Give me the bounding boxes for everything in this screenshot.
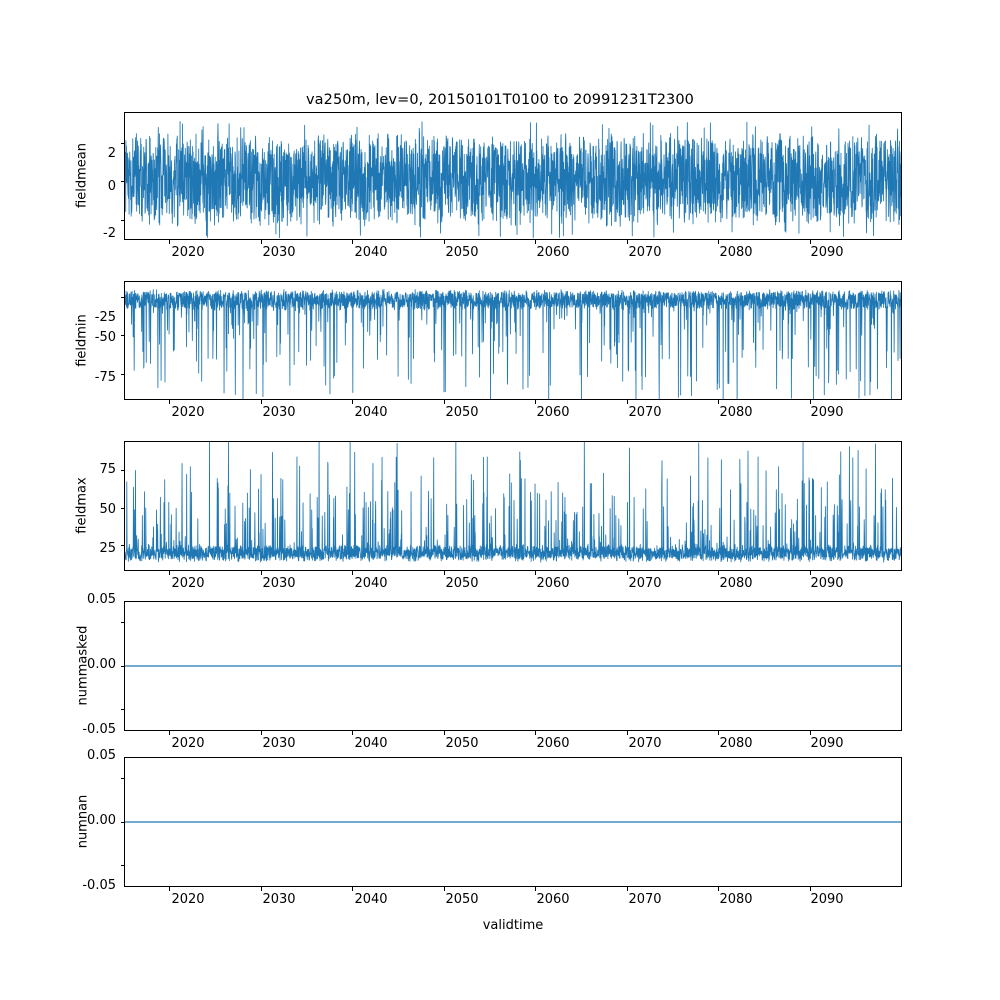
- xtick-p5-2020: 2020: [171, 892, 205, 907]
- xtick-p5-2090: 2090: [810, 892, 844, 907]
- x-tickmark: [810, 240, 811, 244]
- fieldmax-plot-area: [125, 442, 901, 570]
- y-tickmark: [121, 709, 125, 710]
- x-tickmark: [444, 240, 445, 244]
- x-tickmark: [261, 240, 262, 244]
- x-tickmark: [627, 887, 628, 891]
- xtick-p5-2060: 2060: [536, 892, 570, 907]
- ylabel-nummasked: nummasked: [75, 625, 91, 706]
- xtick-p3-2080: 2080: [719, 576, 753, 591]
- x-tickmark: [627, 240, 628, 244]
- xtick-p3-2070: 2070: [628, 576, 662, 591]
- y-tickmark: [121, 335, 125, 336]
- xtick-p1-2040: 2040: [354, 245, 388, 260]
- xtick-p3-2040: 2040: [354, 576, 388, 591]
- ytick-fieldmax-1: 50: [99, 502, 116, 517]
- x-tickmark: [444, 887, 445, 891]
- x-tickmark: [169, 571, 170, 575]
- y-tickmark: [121, 865, 125, 866]
- xtick-p4-2060: 2060: [536, 736, 570, 751]
- xtick-p1-2060: 2060: [536, 245, 570, 260]
- xtick-p2-2070: 2070: [628, 405, 662, 420]
- y-tickmark: [121, 622, 125, 623]
- ylabel-fieldmin: fieldmin: [74, 314, 90, 367]
- x-tickmark: [718, 887, 719, 891]
- y-tickmark: [121, 143, 125, 144]
- xtick-p2-2080: 2080: [719, 405, 753, 420]
- xlabel-validtime: validtime: [482, 918, 544, 933]
- ylabel-fieldmax: fieldmax: [74, 477, 90, 534]
- ytick-fieldmin-2: -25: [94, 310, 116, 325]
- ytick-numnan-2: 0.05: [87, 748, 116, 763]
- ytick-fieldmean-0: -2: [103, 226, 116, 241]
- y-tickmark: [121, 545, 125, 546]
- x-tickmark: [169, 887, 170, 891]
- x-tickmark: [169, 240, 170, 244]
- y-tickmark: [121, 470, 125, 471]
- xtick-p4-2090: 2090: [810, 736, 844, 751]
- y-tickmark: [121, 220, 125, 221]
- page-title: va250m, lev=0, 20150101T0100 to 20991231T2300: [305, 92, 694, 108]
- x-tickmark: [810, 731, 811, 735]
- nummasked-plot-area: [125, 602, 901, 730]
- chart-panel-nummasked: [124, 601, 902, 731]
- y-tickmark: [121, 822, 125, 823]
- x-tickmark: [444, 400, 445, 404]
- x-tickmark: [810, 887, 811, 891]
- x-tickmark: [352, 240, 353, 244]
- x-tickmark: [535, 731, 536, 735]
- chart-panel-fieldmean: [124, 112, 902, 240]
- x-tickmark: [444, 731, 445, 735]
- x-tickmark: [535, 400, 536, 404]
- xtick-p2-2050: 2050: [445, 405, 479, 420]
- x-tickmark: [352, 400, 353, 404]
- xtick-p4-2030: 2030: [262, 736, 296, 751]
- x-tickmark: [810, 571, 811, 575]
- x-tickmark: [352, 887, 353, 891]
- xtick-p1-2090: 2090: [810, 245, 844, 260]
- ylabel-fieldmean: fieldmean: [74, 143, 90, 208]
- ytick-numnan-0: -0.05: [82, 878, 116, 893]
- ytick-fieldmean-1: 0: [107, 179, 116, 194]
- x-tickmark: [718, 240, 719, 244]
- chart-panel-numnan: [124, 757, 902, 887]
- xtick-p4-2070: 2070: [628, 736, 662, 751]
- xtick-p5-2080: 2080: [719, 892, 753, 907]
- xtick-p1-2030: 2030: [262, 245, 296, 260]
- xtick-p3-2060: 2060: [536, 576, 570, 591]
- y-tickmark: [121, 374, 125, 375]
- xtick-p3-2020: 2020: [171, 576, 205, 591]
- xtick-p3-2090: 2090: [810, 576, 844, 591]
- x-tickmark: [535, 571, 536, 575]
- xtick-p1-2070: 2070: [628, 245, 662, 260]
- x-tickmark: [718, 731, 719, 735]
- y-tickmark: [121, 181, 125, 182]
- x-tickmark: [718, 571, 719, 575]
- x-tickmark: [627, 571, 628, 575]
- x-tickmark: [535, 887, 536, 891]
- y-tickmark: [121, 297, 125, 298]
- ytick-nummasked-1: 0.00: [87, 657, 116, 672]
- x-tickmark: [261, 731, 262, 735]
- y-tickmark: [121, 778, 125, 779]
- xtick-p4-2050: 2050: [445, 736, 479, 751]
- x-tickmark: [261, 400, 262, 404]
- x-tickmark: [352, 731, 353, 735]
- chart-panel-fieldmax: [124, 441, 902, 571]
- ytick-nummasked-2: 0.05: [87, 592, 116, 607]
- ylabel-numnan: numnan: [75, 794, 91, 849]
- xtick-p2-2060: 2060: [536, 405, 570, 420]
- xtick-p1-2050: 2050: [445, 245, 479, 260]
- ytick-fieldmin-0: -75: [94, 370, 116, 385]
- xtick-p3-2030: 2030: [262, 576, 296, 591]
- ytick-fieldmin-1: -50: [94, 330, 116, 345]
- xtick-p5-2030: 2030: [262, 892, 296, 907]
- y-tickmark: [121, 666, 125, 667]
- xtick-p4-2020: 2020: [171, 736, 205, 751]
- x-tickmark: [535, 240, 536, 244]
- ytick-fieldmean-2: 2: [107, 146, 116, 161]
- ytick-fieldmax-2: 75: [99, 462, 116, 477]
- x-tickmark: [810, 400, 811, 404]
- ytick-fieldmax-0: 25: [99, 541, 116, 556]
- xtick-p2-2020: 2020: [171, 405, 205, 420]
- x-tickmark: [718, 400, 719, 404]
- numnan-plot-area: [125, 758, 901, 886]
- xtick-p3-2050: 2050: [445, 576, 479, 591]
- ytick-nummasked-0: -0.05: [82, 722, 116, 737]
- chart-panel-fieldmin: [124, 281, 902, 400]
- x-tickmark: [352, 571, 353, 575]
- y-tickmark: [121, 508, 125, 509]
- xtick-p5-2070: 2070: [628, 892, 662, 907]
- xtick-p2-2030: 2030: [262, 405, 296, 420]
- xtick-p1-2080: 2080: [719, 245, 753, 260]
- xtick-p2-2090: 2090: [810, 405, 844, 420]
- ytick-numnan-1: 0.00: [87, 813, 116, 828]
- xtick-p2-2040: 2040: [354, 405, 388, 420]
- xtick-p5-2040: 2040: [354, 892, 388, 907]
- xtick-p1-2020: 2020: [171, 245, 205, 260]
- x-tickmark: [444, 571, 445, 575]
- xtick-p5-2050: 2050: [445, 892, 479, 907]
- x-tickmark: [627, 731, 628, 735]
- x-tickmark: [261, 887, 262, 891]
- fieldmean-plot-area: [125, 113, 901, 239]
- x-tickmark: [169, 400, 170, 404]
- xtick-p4-2080: 2080: [719, 736, 753, 751]
- x-tickmark: [627, 400, 628, 404]
- x-tickmark: [261, 571, 262, 575]
- fieldmin-plot-area: [125, 282, 901, 399]
- x-tickmark: [169, 731, 170, 735]
- xtick-p4-2040: 2040: [354, 736, 388, 751]
